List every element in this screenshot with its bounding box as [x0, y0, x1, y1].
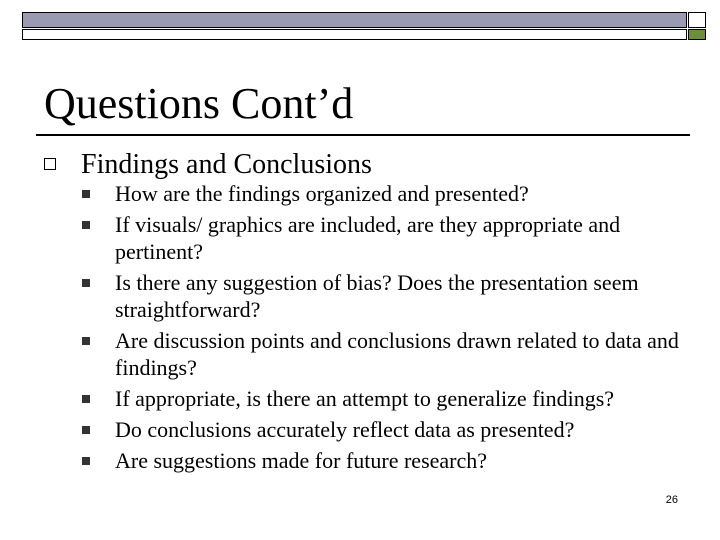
list-item: [82, 269, 682, 323]
header-bar-lower-accent: [688, 29, 706, 40]
square-bullet-icon: [82, 395, 90, 403]
title-divider: [36, 134, 690, 136]
list-item: [82, 447, 682, 474]
square-bullet-icon: [82, 337, 90, 345]
slide-title: Questions Cont’d: [44, 79, 354, 128]
list-item: [82, 416, 682, 443]
square-bullet-icon: [82, 457, 90, 465]
list-item-text: How are the findings organized and presented?: [115, 181, 529, 206]
square-bullet-icon: [82, 190, 90, 198]
question-list: [82, 180, 682, 478]
square-bullet-icon: [82, 279, 90, 287]
section-heading-text: Findings and Conclusions: [81, 149, 372, 180]
header-bar-upper-end: [688, 12, 706, 28]
list-item-text: If appropriate, is there an attempt to generalize findings?: [115, 386, 615, 411]
list-item-text: Do conclusions accurately reflect data as presented?: [115, 417, 575, 442]
hollow-square-bullet-icon: [44, 158, 56, 170]
square-bullet-icon: [82, 221, 90, 229]
header-bar-lower: [22, 29, 687, 40]
list-item-text: If visuals/ graphics are included, are they appropriate and pertinent?: [115, 212, 621, 264]
list-item: [82, 211, 682, 265]
decorative-header-bar: [22, 12, 706, 40]
list-item-text: Are discussion points and conclusions drawn related to data and findings?: [115, 328, 679, 380]
list-item: [82, 385, 682, 412]
square-bullet-icon: [82, 426, 90, 434]
header-bar-upper: [22, 12, 687, 28]
list-item: [82, 180, 682, 207]
list-item: [82, 327, 682, 381]
list-item-text: Are suggestions made for future research?: [115, 448, 488, 473]
page-number: 26: [665, 494, 678, 506]
list-item-text: Is there any suggestion of bias? Does the presentation seem straightforward?: [115, 270, 639, 322]
